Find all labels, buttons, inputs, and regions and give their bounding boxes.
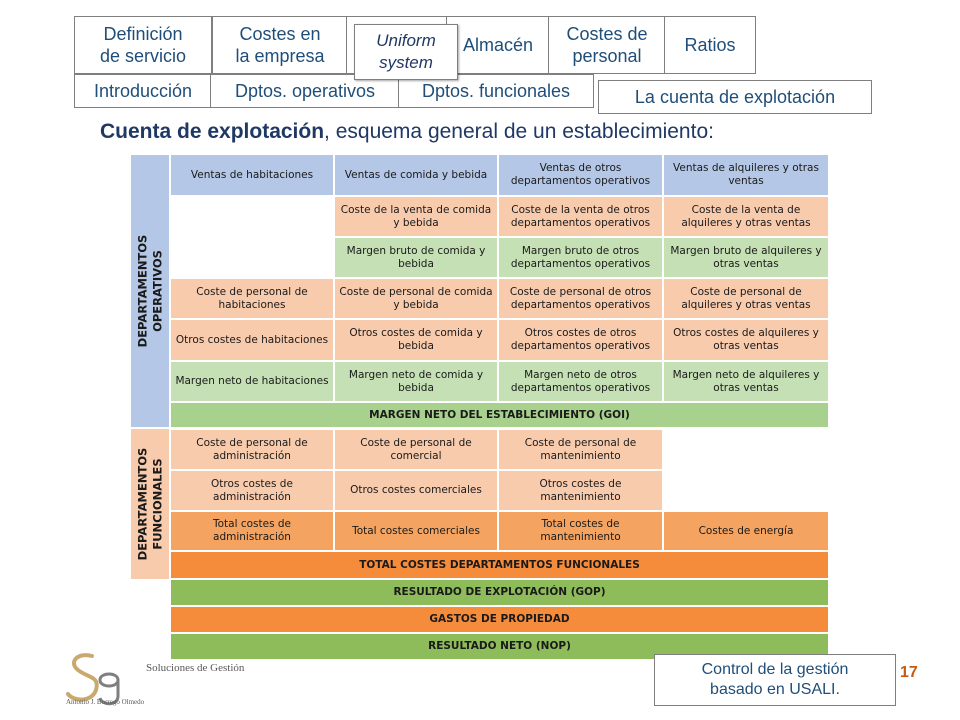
- cell-ventas-alquileres: Ventas de alquileres y otras ventas: [663, 154, 829, 196]
- cell-otros-costes-comerciales: Otros costes comerciales: [334, 470, 498, 511]
- cell-margen-neto-comida: Margen neto de comida y bebida: [334, 361, 498, 402]
- cell-coste-personal-otros: Coste de personal de otros departamentos operativos: [498, 278, 663, 319]
- cell-otros-costes-comida: Otros costes de comida y bebida: [334, 319, 498, 361]
- cell-total-admin: Total costes de administración: [170, 511, 334, 551]
- heading-bold: Cuenta de explotación: [100, 120, 325, 143]
- cell-gop: RESULTADO DE EXPLOTACIÓN (GOP): [170, 579, 829, 606]
- tab-introduccion[interactable]: Introducción: [74, 74, 212, 108]
- footer-title-box: Control de la gestión basado en USALI.: [654, 654, 896, 706]
- tab-dptos-funcionales[interactable]: Dptos. funcionales: [398, 74, 594, 108]
- cell-otros-costes-mant: Otros costes de mantenimiento: [498, 470, 663, 511]
- label-departamentos-operativos: [131, 155, 169, 427]
- cell-otros-costes-alquileres: Otros costes de alquileres y otras ventas: [663, 319, 829, 361]
- cell-coste-personal-alquileres: Coste de personal de alquileres y otras ventas: [663, 278, 829, 319]
- cell-coste-personal-admin: Coste de personal de administración: [170, 429, 334, 470]
- cell-margen-neto-hab: Margen neto de habitaciones: [170, 361, 334, 402]
- cell-gastos-propiedad: GASTOS DE PROPIEDAD: [170, 606, 829, 633]
- cell-empty-func: [663, 429, 829, 511]
- tab-costes-empresa[interactable]: Costes en la empresa: [212, 16, 348, 74]
- page-heading: [100, 120, 714, 144]
- heading-rest: , esquema general de un establecimiento:: [324, 120, 714, 143]
- cell-coste-venta-alquileres: Coste de la venta de alquileres y otras ventas: [663, 196, 829, 237]
- cell-total-costes-funcionales: TOTAL COSTES DEPARTAMENTOS FUNCIONALES: [170, 551, 829, 579]
- cell-goi: MARGEN NETO DEL ESTABLECIMIENTO (GOI): [170, 402, 829, 428]
- tab-definicion-servicio[interactable]: Definición de servicio: [74, 16, 212, 74]
- tab-dptos-operativos[interactable]: Dptos. operativos: [210, 74, 400, 108]
- cell-coste-personal-comida: Coste de personal de comida y bebida: [334, 278, 498, 319]
- cell-empty-hab: [170, 196, 334, 278]
- tab-uniform-system[interactable]: Uniform system: [354, 24, 458, 80]
- cell-ventas-habitaciones: Ventas de habitaciones: [170, 154, 334, 196]
- cell-coste-venta-comida: Coste de la venta de comida y bebida: [334, 196, 498, 237]
- cell-coste-venta-otros: Coste de la venta de otros departamentos operativos: [498, 196, 663, 237]
- tab-cuenta-explotacion[interactable]: La cuenta de explotación: [598, 80, 872, 114]
- cell-margen-bruto-otros: Margen bruto de otros departamentos operativos: [498, 237, 663, 278]
- cell-coste-personal-mant: Coste de personal de mantenimiento: [498, 429, 663, 470]
- cell-margen-bruto-comida: Margen bruto de comida y bebida: [334, 237, 498, 278]
- label-funcionales-text: DEPARTAMENTOS FUNCIONALES: [135, 447, 165, 561]
- cell-costes-energia: Costes de energía: [663, 511, 829, 551]
- tab-almacen[interactable]: Almacén: [446, 16, 550, 74]
- cell-otros-costes-admin: Otros costes de administración: [170, 470, 334, 511]
- cell-coste-personal-hab: Coste de personal de habitaciones: [170, 278, 334, 319]
- logo-author: Antonio J. Borrego Olmedo: [66, 698, 145, 706]
- cell-ventas-comida: Ventas de comida y bebida: [334, 154, 498, 196]
- tab-ratios[interactable]: Ratios: [664, 16, 756, 74]
- cell-otros-costes-otros: Otros costes de otros departamentos operativos: [498, 319, 663, 361]
- page-number: 17: [900, 664, 918, 681]
- cell-ventas-otros: Ventas de otros departamentos operativos: [498, 154, 663, 196]
- tab-costes-personal[interactable]: Costes de personal: [548, 16, 666, 74]
- cell-coste-personal-comercial: Coste de personal de comercial: [334, 429, 498, 470]
- cell-nop: RESULTADO NETO (NOP): [170, 633, 829, 660]
- label-departamentos-funcionales: [131, 429, 169, 579]
- cell-margen-bruto-alquileres: Margen bruto de alquileres y otras ventas: [663, 237, 829, 278]
- cell-margen-neto-alquileres: Margen neto de alquileres y otras ventas: [663, 361, 829, 402]
- label-operativos-text: DEPARTAMENTOS OPERATIVOS: [135, 234, 165, 348]
- cell-total-mant: Total costes de mantenimiento: [498, 511, 663, 551]
- cell-total-comerciales: Total costes comerciales: [334, 511, 498, 551]
- cell-otros-costes-hab: Otros costes de habitaciones: [170, 319, 334, 361]
- logo-text: Soluciones de Gestión: [146, 662, 245, 674]
- cell-margen-neto-otros: Margen neto de otros departamentos operativos: [498, 361, 663, 402]
